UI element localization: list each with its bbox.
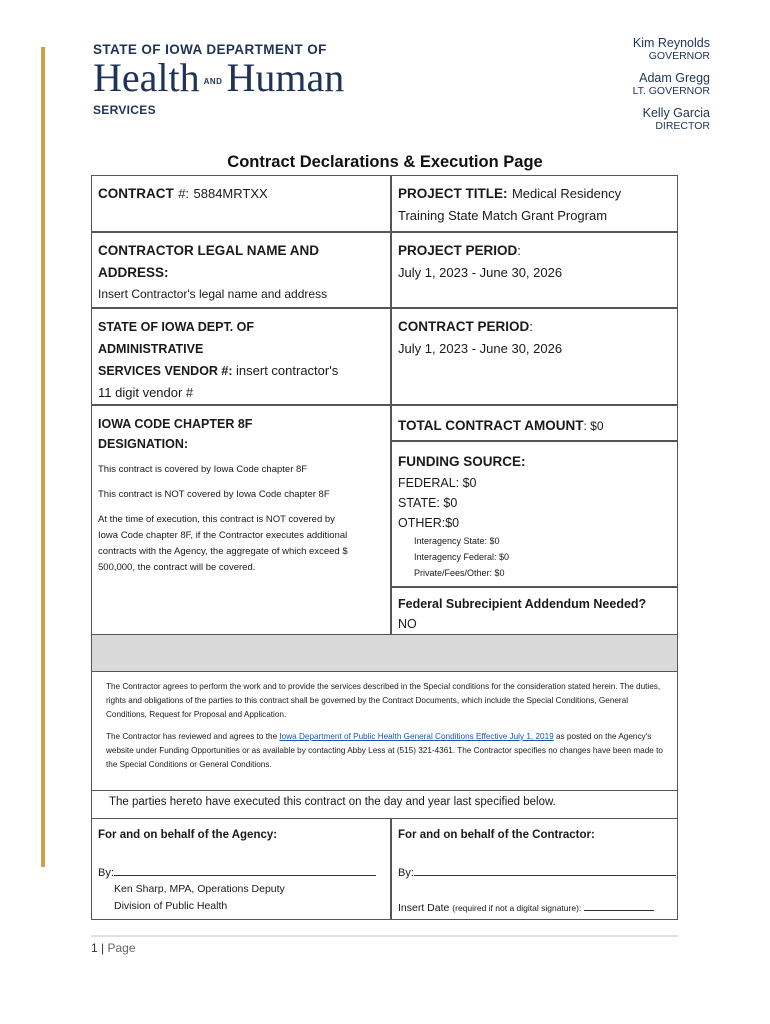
contract-number-prefix: #: (178, 186, 190, 201)
agency-signature-line[interactable] (98, 865, 376, 879)
funding-source-cell (392, 446, 677, 586)
logo-word-human: Human (226, 55, 345, 100)
insert-date-line[interactable] (398, 900, 654, 914)
legal-name-value[interactable]: Insert Contractor's legal name and address (98, 287, 328, 301)
terms-text-cont: as posted on the Agency's website under Funding Opportunities or as available by contacting Abby Less at (515) 321-4361. The Contractor specifies no changes have been made to the Special Conditions or General Conditions. (106, 732, 663, 769)
official-title: LT. GOVERNOR (632, 85, 710, 97)
terms-text: The Contractor has reviewed and agrees to the (106, 732, 280, 741)
official-name: Kelly Garcia (642, 106, 710, 120)
page-footer (91, 941, 136, 955)
code-option-not-covered[interactable]: This contract is NOT covered by Iowa Code chapter 8F (98, 489, 330, 500)
project-title-cell (392, 178, 677, 232)
vendor-cell (92, 311, 390, 409)
page-number: 1 (91, 941, 98, 955)
code-option-conditional-line: At the time of execution, this contract is NOT covered by (98, 514, 335, 525)
gray-band (91, 635, 678, 672)
footer-separator: | (101, 941, 105, 955)
project-period-cell (392, 235, 677, 289)
project-period-colon: : (517, 243, 521, 258)
row-divider (390, 586, 677, 588)
funding-state: STATE: $0 (398, 496, 458, 510)
footer-divider (91, 935, 678, 937)
terms-paragraph: The Contractor agrees to perform the work and to provide the services described in the Special conditions for the consideration stated herein. The duties, rights and obligations of the parties to this contract shall be governed by the Contract Documents, which include the Special Conditions, General Conditions, Request for Proposal and Application. (106, 682, 661, 719)
logo-line-state: STATE OF IOWA DEPARTMENT OF (93, 42, 327, 57)
logo-line-health-human (93, 56, 344, 104)
vendor-label-number: SERVICES VENDOR #: (98, 364, 233, 378)
agency-logo (93, 42, 373, 122)
code-option-conditional-line: Iowa Code chapter 8F, if the Contractor executes additional (98, 530, 348, 541)
contract-period-value: July 1, 2023 - June 30, 2026 (398, 341, 563, 356)
code-option-covered[interactable]: This contract is covered by Iowa Code chapter 8F (98, 464, 308, 475)
page-title: Contract Declarations & Execution Page (227, 153, 543, 171)
contractor-signature-line[interactable] (398, 865, 676, 879)
column-divider (390, 819, 392, 919)
official-title: DIRECTOR (655, 120, 710, 132)
funding-source-label: FUNDING SOURCE: (398, 454, 526, 469)
page-label: Page (107, 941, 136, 955)
official-name: Kim Reynolds (632, 36, 710, 50)
contract-number: 5884MRTXX (193, 186, 268, 201)
iowa-code-cell (92, 409, 390, 581)
project-title-label: PROJECT TITLE: (398, 186, 508, 201)
subrecipient-cell (392, 589, 677, 639)
officials-list (633, 36, 710, 141)
terms-paragraph-conditions (106, 730, 667, 772)
official-title: GOVERNOR (648, 50, 710, 62)
code-option-conditional-line: 500,000, the contract will be covered. (98, 562, 256, 573)
agency-division: Division of Public Health (114, 900, 228, 912)
by-label: By: (98, 867, 114, 879)
insert-date-note: (required if not a digital signature): (452, 903, 582, 913)
vendor-label-cont: ADMINISTRATIVE (98, 342, 204, 356)
date-underline (584, 900, 654, 911)
funding-federal: FEDERAL: $0 (398, 476, 477, 490)
signature-underline (414, 865, 676, 876)
agency-signer-name: Ken Sharp, MPA, Operations Deputy (114, 883, 285, 895)
legal-name-cell (92, 235, 390, 309)
contract-period-label: CONTRACT PERIOD (398, 319, 530, 334)
contract-period-colon: : (529, 319, 533, 334)
code-option-conditional[interactable] (98, 512, 384, 576)
funding-private: Private/Fees/Other: $0 (414, 568, 505, 578)
total-amount-label: TOTAL CONTRACT AMOUNT (398, 418, 584, 433)
total-amount-value: : $0 (583, 419, 604, 433)
code-option-conditional-line: contracts with the Agency, the aggregate of which exceed $ (98, 546, 348, 557)
general-conditions-link[interactable]: Iowa Department of Public Health General Conditions Effective July 1, 2019 (279, 732, 554, 741)
contract-period-cell (392, 311, 677, 365)
vendor-value-cont[interactable]: 11 digit vendor # (98, 385, 194, 400)
project-period-value: July 1, 2023 - June 30, 2026 (398, 265, 563, 280)
parties-statement: The parties hereto have executed this contract on the day and year last specified below. (91, 790, 678, 818)
agency-header: For and on behalf of the Agency: (98, 829, 278, 841)
project-title-value: Medical Residency (511, 186, 622, 201)
legal-name-label-cont: ADDRESS: (98, 265, 169, 280)
vendor-label: STATE OF IOWA DEPT. OF (98, 320, 255, 334)
logo-line-services: SERVICES (93, 103, 156, 117)
project-period-label: PROJECT PERIOD (398, 243, 518, 258)
by-label: By: (398, 867, 414, 879)
funding-interagency-federal: Interagency Federal: $0 (414, 552, 510, 562)
funding-other: OTHER:$0 (398, 516, 460, 530)
project-title-value-cont: Training State Match Grant Program (398, 208, 608, 223)
vendor-value[interactable]: insert contractor's (236, 363, 339, 378)
signature-table (91, 818, 678, 920)
legal-name-label: CONTRACTOR LEGAL NAME AND (98, 243, 319, 258)
signature-underline (114, 865, 376, 876)
official-name: Adam Gregg (639, 71, 710, 85)
declarations-table (91, 175, 678, 635)
logo-word-and: AND (203, 76, 223, 86)
subrecipient-label: Federal Subrecipient Addendum Needed? (398, 597, 647, 611)
contract-number-cell (92, 178, 390, 210)
iowa-code-label-cont: DESIGNATION: (98, 437, 189, 451)
total-amount-cell (392, 410, 677, 442)
contract-label: CONTRACT (98, 186, 174, 201)
iowa-code-label: IOWA CODE CHAPTER 8F (98, 417, 253, 431)
insert-date-label: Insert Date (398, 902, 450, 914)
funding-interagency-state: Interagency State: $0 (414, 536, 500, 546)
logo-word-health: Health (93, 55, 200, 100)
contractor-header: For and on behalf of the Contractor: (398, 829, 595, 841)
subrecipient-value: NO (398, 617, 417, 631)
